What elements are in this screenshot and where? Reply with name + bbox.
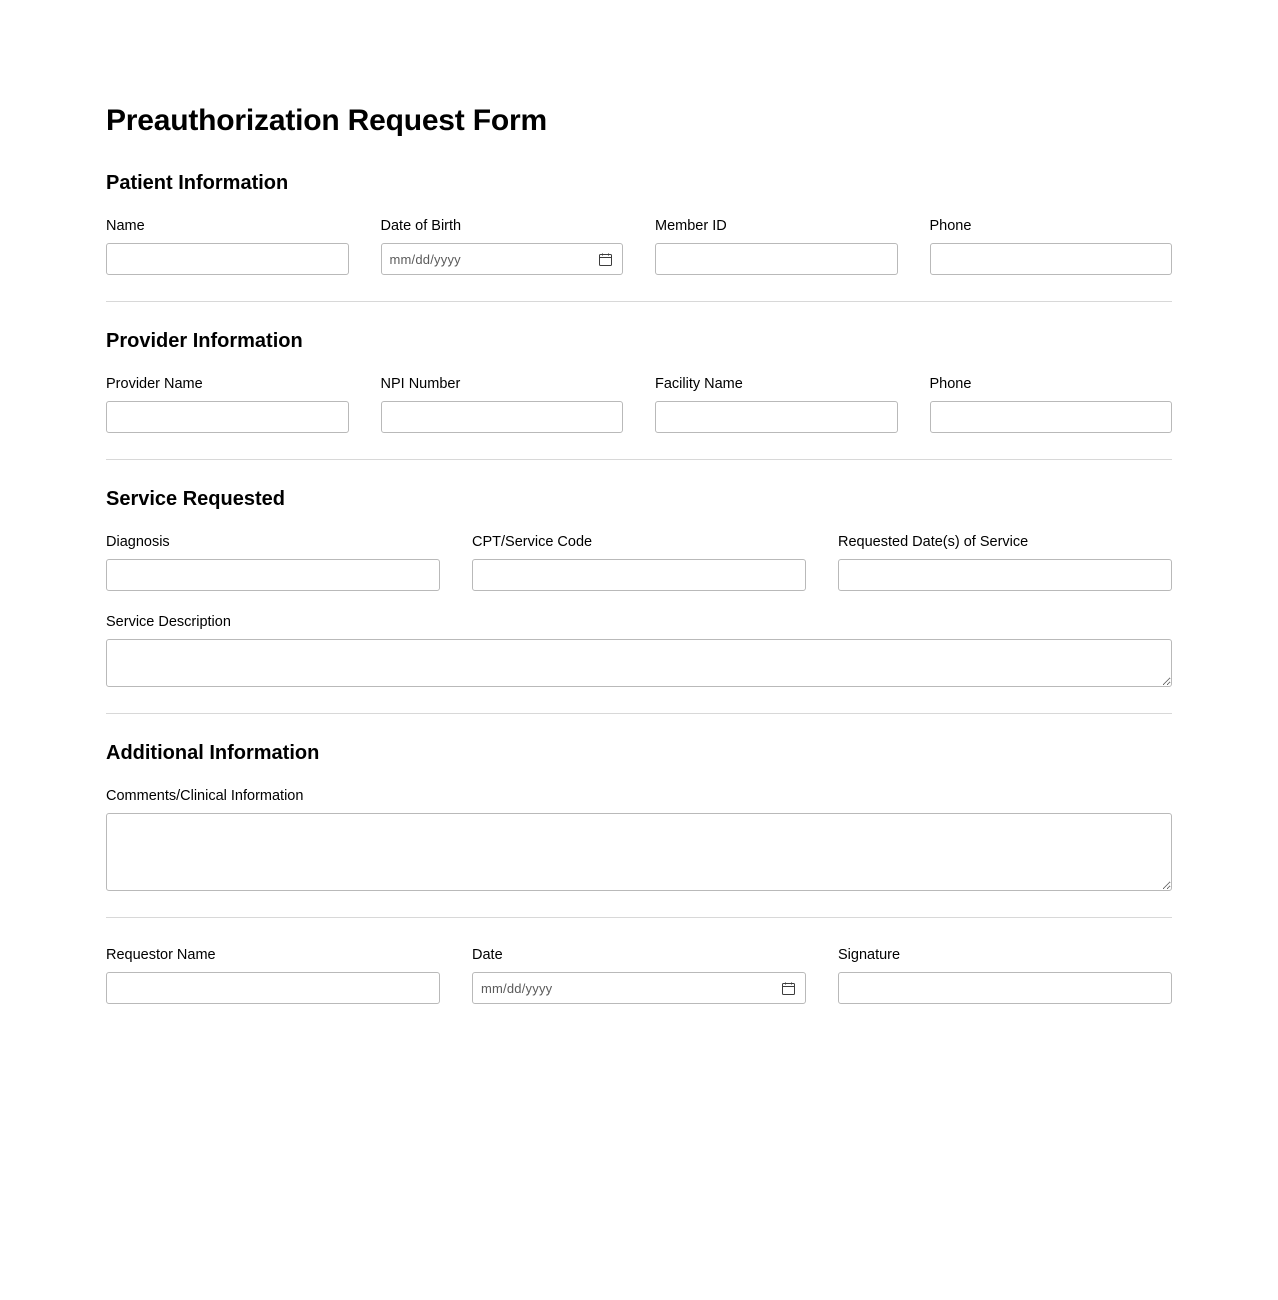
page-bottom-spacer	[106, 1004, 1172, 1224]
service-fields-row	[106, 533, 1172, 591]
input-cpt-code[interactable]	[472, 559, 806, 591]
page-title: Preauthorization Request Form	[106, 104, 547, 137]
label-signature-date: Date	[472, 947, 503, 963]
input-requested-dates[interactable]	[838, 559, 1172, 591]
calendar-icon[interactable]	[782, 982, 795, 995]
divider-after-service	[106, 713, 1172, 714]
textarea-service-description[interactable]	[106, 639, 1172, 687]
input-signature[interactable]	[838, 972, 1172, 1004]
field-diagnosis	[106, 533, 440, 591]
field-signature-date	[472, 946, 806, 1004]
date-picker-patient-dob[interactable]	[381, 243, 624, 275]
date-picker-signature-date[interactable]	[472, 972, 806, 1004]
field-patient-dob	[381, 217, 624, 275]
field-requestor-name	[106, 946, 440, 1004]
section-patient-information	[106, 172, 1172, 275]
label-requestor-name: Requestor Name	[106, 947, 216, 963]
label-facility-name: Facility Name	[655, 376, 743, 392]
section-title-provider: Provider Information	[106, 330, 303, 352]
field-service-description	[106, 613, 1172, 687]
label-comments: Comments/Clinical Information	[106, 788, 304, 804]
field-member-id	[655, 217, 898, 275]
input-provider-name[interactable]	[106, 401, 349, 433]
input-provider-phone[interactable]	[930, 401, 1173, 433]
input-member-id[interactable]	[655, 243, 898, 275]
field-signature	[838, 946, 1172, 1004]
label-npi-number: NPI Number	[380, 376, 461, 392]
provider-fields-row	[106, 375, 1172, 433]
divider-after-provider	[106, 459, 1172, 460]
divider-after-additional	[106, 917, 1172, 918]
section-title-patient: Patient Information	[106, 172, 289, 194]
field-patient-name	[106, 217, 349, 275]
field-cpt-code	[472, 533, 806, 591]
field-npi-number	[381, 375, 624, 433]
section-additional-information	[106, 742, 1172, 891]
label-provider-phone: Phone	[929, 376, 972, 392]
input-patient-name[interactable]	[106, 243, 349, 275]
field-requested-dates	[838, 533, 1172, 591]
label-patient-phone: Phone	[929, 218, 972, 234]
field-provider-name	[106, 375, 349, 433]
label-cpt-code: CPT/Service Code	[472, 534, 593, 550]
label-member-id: Member ID	[655, 218, 727, 234]
patient-fields-row	[106, 217, 1172, 275]
textarea-comments[interactable]	[106, 813, 1172, 891]
section-title-service: Service Requested	[106, 488, 285, 510]
field-provider-phone	[930, 375, 1173, 433]
input-npi-number[interactable]	[381, 401, 624, 433]
section-provider-information	[106, 330, 1172, 433]
label-provider-name: Provider Name	[106, 376, 203, 392]
section-title-additional: Additional Information	[106, 742, 320, 764]
section-service-requested	[106, 488, 1172, 687]
field-comments	[106, 787, 1172, 891]
field-patient-phone	[930, 217, 1173, 275]
label-diagnosis: Diagnosis	[106, 534, 170, 550]
calendar-icon[interactable]	[599, 253, 612, 266]
date-placeholder-patient-dob: mm/dd/yyyy	[389, 251, 461, 267]
date-placeholder-signature-date: mm/dd/yyyy	[481, 980, 553, 996]
divider-after-patient	[106, 301, 1172, 302]
input-facility-name[interactable]	[655, 401, 898, 433]
input-requestor-name[interactable]	[106, 972, 440, 1004]
label-service-description: Service Description	[106, 614, 231, 630]
field-facility-name	[655, 375, 898, 433]
signature-row	[106, 946, 1172, 1004]
label-patient-name: Name	[106, 218, 145, 234]
label-signature: Signature	[838, 947, 901, 963]
label-requested-dates: Requested Date(s) of Service	[838, 534, 1029, 550]
input-patient-phone[interactable]	[930, 243, 1173, 275]
input-diagnosis[interactable]	[106, 559, 440, 591]
label-patient-dob: Date of Birth	[380, 218, 462, 234]
